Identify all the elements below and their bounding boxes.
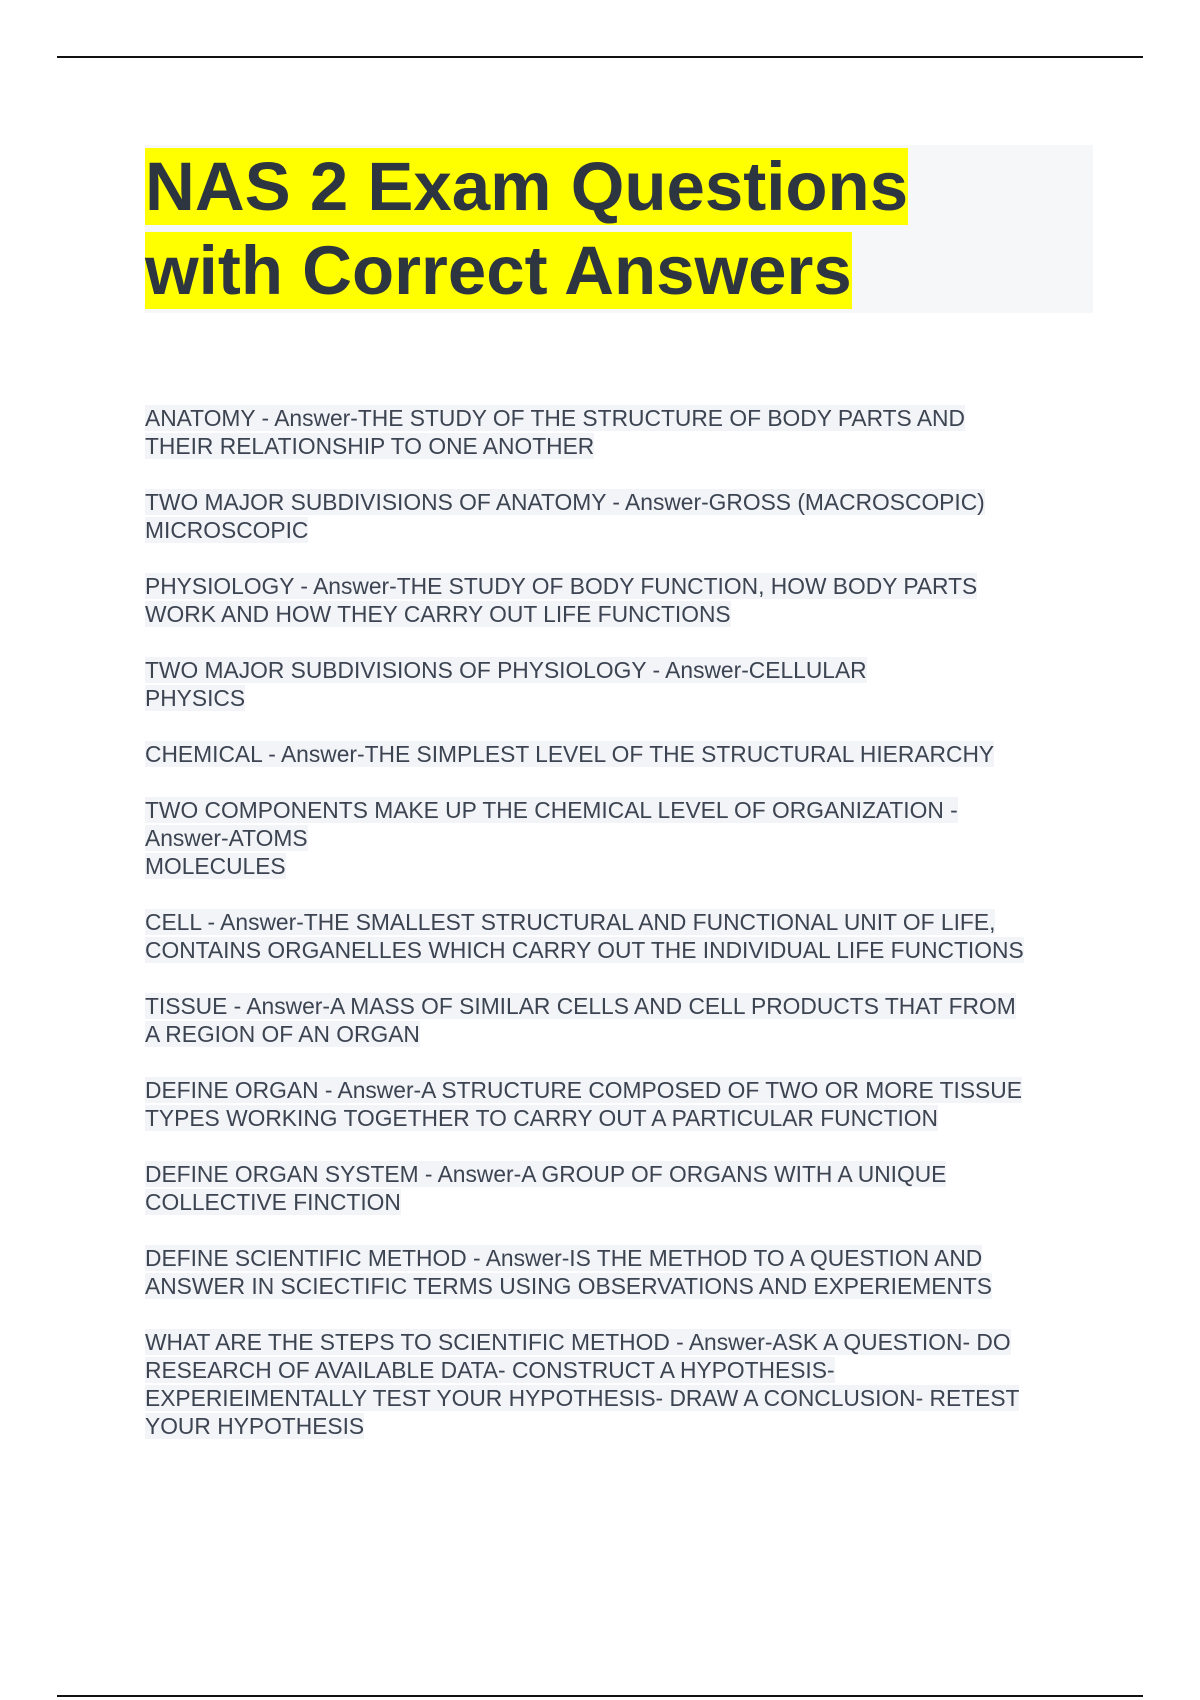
qa-entry-physiology bbox=[145, 572, 1095, 628]
qa-entry-text: CHEMICAL - Answer-THE SIMPLEST LEVEL OF THE STRUCTURAL HIERARCHY bbox=[145, 741, 995, 767]
qa-entry-anatomy-subdivisions bbox=[145, 488, 1095, 544]
qa-entry-organ-system bbox=[145, 1160, 1095, 1216]
qa-entry-text: CELL - Answer-THE SMALLEST STRUCTURAL AND FUNCTIONAL UNIT OF LIFE, CONTAINS ORGANELLES WHICH CARRY OUT THE INDIVIDUAL LIFE FUNCTIONS bbox=[145, 909, 1024, 963]
qa-entry-text: TWO COMPONENTS MAKE UP THE CHEMICAL LEVEL OF ORGANIZATION - Answer-ATOMS MOLECULES bbox=[145, 797, 958, 879]
top-rule bbox=[57, 56, 1143, 58]
qa-entry-cell bbox=[145, 908, 1095, 964]
qa-entry-physiology-subdivisions bbox=[145, 656, 1095, 712]
document-title bbox=[145, 145, 1093, 313]
qa-entry-text: TWO MAJOR SUBDIVISIONS OF ANATOMY - Answer-GROSS (MACROSCOPIC) MICROSCOPIC bbox=[145, 489, 985, 543]
qa-entry-tissue bbox=[145, 992, 1095, 1048]
qa-entry-text: PHYSIOLOGY - Answer-THE STUDY OF BODY FUNCTION, HOW BODY PARTS WORK AND HOW THEY CARRY OUT LIFE FUNCTIONS bbox=[145, 573, 978, 627]
qa-entry-text: TWO MAJOR SUBDIVISIONS OF PHYSIOLOGY - Answer-CELLULAR PHYSICS bbox=[145, 657, 867, 711]
document-title-text: NAS 2 Exam Questions with Correct Answers bbox=[145, 148, 909, 309]
qa-list bbox=[145, 404, 1095, 1468]
qa-entry-anatomy bbox=[145, 404, 1095, 460]
qa-entry-chemical bbox=[145, 740, 1095, 768]
qa-entry-text: DEFINE ORGAN SYSTEM - Answer-A GROUP OF ORGANS WITH A UNIQUE COLLECTIVE FINCTION bbox=[145, 1161, 947, 1215]
qa-entry-text: DEFINE ORGAN - Answer-A STRUCTURE COMPOSED OF TWO OR MORE TISSUE TYPES WORKING TOGETHER TO CARRY OUT A PARTICULAR FUNCTION bbox=[145, 1077, 1022, 1131]
qa-entry-text: DEFINE SCIENTIFIC METHOD - Answer-IS THE METHOD TO A QUESTION AND ANSWER IN SCIECTIFIC TERMS USING OBSERVATIONS AND EXPERIEMENTS bbox=[145, 1245, 992, 1299]
qa-entry-text: ANATOMY - Answer-THE STUDY OF THE STRUCTURE OF BODY PARTS AND THEIR RELATIONSHIP TO ONE ANOTHER bbox=[145, 405, 965, 459]
qa-entry-text: WHAT ARE THE STEPS TO SCIENTIFIC METHOD - Answer-ASK A QUESTION- DO RESEARCH OF AVAILABLE DATA- CONSTRUCT A HYPOTHESIS- EXPERIEIMENTALLY TEST YOUR HYPOTHESIS- DRAW A CONCLUSION- RETEST YOUR HYPOTHESIS bbox=[145, 1329, 1020, 1439]
bottom-rule bbox=[57, 1695, 1143, 1697]
qa-entry-scientific-method bbox=[145, 1244, 1095, 1300]
qa-entry-chemical-components bbox=[145, 796, 1095, 880]
title-block bbox=[145, 145, 1093, 313]
qa-entry-organ bbox=[145, 1076, 1095, 1132]
qa-entry-text: TISSUE - Answer-A MASS OF SIMILAR CELLS AND CELL PRODUCTS THAT FROM A REGION OF AN ORGAN bbox=[145, 993, 1016, 1047]
qa-entry-scientific-method-steps bbox=[145, 1328, 1095, 1440]
